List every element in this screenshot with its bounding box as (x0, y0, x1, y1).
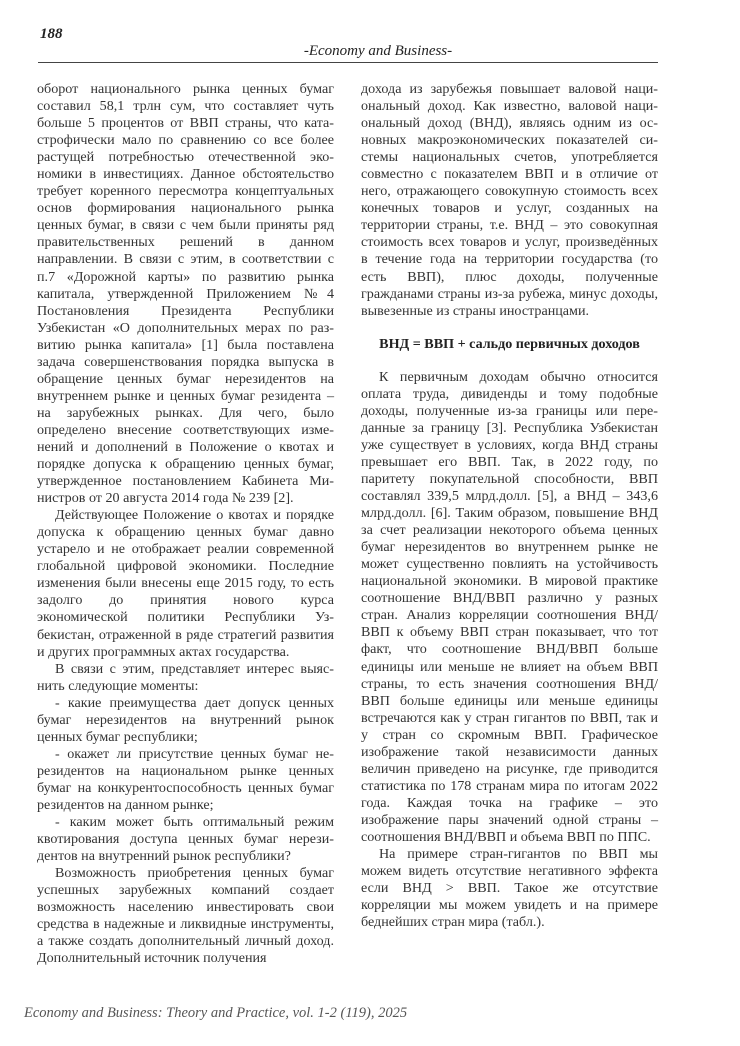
paragraph: Возможность приобретения ценных бумаг успешных зарубежных компаний создает возможность населению инвестировать свои средства в надежные и ликвидные инструменты, а также создать дополнительный личный доход. Дополнительный источник получения (37, 865, 334, 967)
list-item: - какие преимущества дает допуск ценных бумаг нерезидентов на внутренний рынок ценных бумаг республики; (37, 694, 334, 745)
formula: ВНД = ВВП + сальдо первичных доходов (379, 335, 640, 352)
paragraph: дохода из зарубежья повышает валовой национальный доход. Как известно, валовой национальный доход (ВНД), являясь одним из основных макроэкономических показателей системы национальных счетов, употребляется совместно с показателем ВВП и в отличие от него, отражающего совокупную стоимость всех конечных товаров и услуг, созданных на территории страны, т.е. ВНД – это совокупная стоимость всех товаров и услуг, произведённых в течение года на территории государства (то есть ВВП), плюс доходы, полученные гражданами страны из-за рубежа, минус доходы, вывезенные из страны иностранцами. (361, 81, 658, 319)
paragraph: оборот национального рынка ценных бумаг составил 58,1 трлн сум, что составляет чуть больше 5 процентов от ВВП страны, что катастрофически мало по сравнению со все более растущей потребностью отечественной экономики в инвестициях. Данное обстоятельство требует коренного пересмотра концептуальных основ формирования национального рынка ценных бумаг, в связи с чем были приняты ряд правительственных решений в данном направлении. В связи с этим, в соответствии с п.7 «Дорожной карты» по развитию рынка капитала, утвержденной Приложением №4 Постановления Президента Республики Узбекистан «О дополнительных мерах по развитию рынка капитала» [1] была поставлена задача совершенствования порядка выпуска в обращение ценных бумаг нерезидентов на внутреннем рынке и ценных бумаг резидента – на зарубежных рынках. Для чего, было определено внесение соответствующих изменений и дополнений в Положение о квотах и порядке допуска к обращению ценных бумаг, утвержденное постановлением Кабинета Министров от 20 августа 2014 года № 239 [2]. (37, 81, 334, 507)
paragraph: К первичным доходам обычно относится оплата труда, дивиденды и тому подобные доходы, полученные из-за границы или переданные за границу [3]. Республика Узбекистан уже существует в условиях, когда ВНД страны превышает его ВВП. Так, в 2022 году, по паритету покупательной способности, ВВП составлял 339,5 млрд.долл. [5], а ВНД – 343,6 млрд.долл. [6]. Таким образом, повышение ВНД за счет реализации некоторого объема ценных бумаг нерезидентов во внутреннем рынке не может существенно повлиять на устойчивость национальной экономики. В мировой практике соотношение ВНД/ВВП различно у разных стран. Анализ корреляции соотношения ВНД/ВВП к объему ВВП стран показывает, что тот факт, что соотношение ВНД/ВВП больше единицы или меньше не влияет на объем ВВП страны, то есть значения соотношения ВНД/ВВП больше единицы или меньше единицы встречаются как у стран гигантов по ВВП, так и у стран со скромным ВВП. Графическое изображение такой независимости данных величин приведено на рисунке, где приводится статистика по 178 странам мира по итогам 2022 года. Каждая точка на графике – это изображение пары значений одной страны – соотношения ВНД/ВВП и объема ВВП по ППС. (361, 368, 658, 845)
header-rule (38, 62, 658, 63)
paragraph: На примере стран-гигантов по ВВП мы можем видеть отсутствие негативного эффекта если ВНД > ВВП. Такое же отсутствие корреляции мы можем увидеть и на примере беднейших стран мира (табл.). (361, 846, 658, 931)
list-item: - окажет ли присутствие ценных бумаг нерезидентов на национальном рынке ценных бумаг на конкурентоспособность ценных бумаг резидентов на данном рынке; (37, 745, 334, 813)
paragraph: В связи с этим, представляет интерес выяснить следующие моменты: (37, 660, 334, 694)
footer-citation: Economy and Business: Theory and Practice, vol. 1-2 (119), 2025 (24, 1005, 408, 1021)
list-item: - каким может быть оптимальный режим квотирования доступа ценных бумаг нерезидентов на внутренний рынок республики? (37, 814, 334, 865)
left-column (37, 81, 334, 967)
running-title: -Economy and Business- (303, 43, 453, 59)
page-number: 188 (40, 26, 63, 42)
right-column (361, 81, 658, 931)
paragraph: Действующее Положение о квотах и порядке допуска к обращению ценных бумаг давно устарело и не отображает реалии современной глобальной цифровой экономики. Последние изменения были внесены еще 2015 году, то есть задолго до принятия нового курса экономической политики Республики Узбекистан, отраженной в ряде стратегий развития и других программных актах государства. (37, 507, 334, 660)
